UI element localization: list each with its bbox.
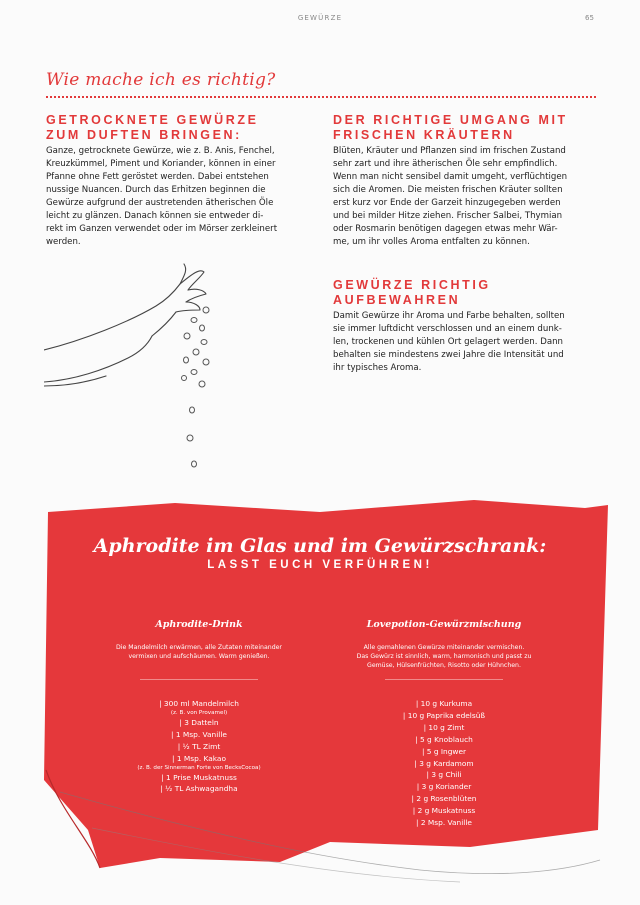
heading-line: ZUM DUFTEN BRINGEN: xyxy=(46,128,242,142)
desc-line: Das Gewürz ist sinnlich, warm, harmonisch und passt zu xyxy=(356,653,532,660)
recipe-title-lovepotion: Lovepotion-Gewürzmischung xyxy=(366,619,522,630)
text-line: sich die Aromen. Die meisten frischen Kräuter sollten xyxy=(333,185,563,195)
recipe-divider xyxy=(385,679,503,680)
heading-line: GEWÜRZE RICHTIG xyxy=(333,278,491,292)
recipe-description xyxy=(84,643,314,661)
ingredient-item: | 3 Datteln xyxy=(179,717,219,727)
text-line: Pfanne ohne Fett geröstet werden. Dabei entstehen xyxy=(46,172,269,182)
running-header: GEWÜRZE xyxy=(297,14,343,22)
heading-line: FRISCHEN KRÄUTERN xyxy=(333,128,515,142)
ingredient-item: | 5 g Ingwer xyxy=(421,746,467,756)
text-line: Damit Gewürze ihr Aroma und Farbe behalten, sollten xyxy=(333,311,565,321)
banner-title: Aphrodite im Glas und im Gewürzschrank: xyxy=(93,535,547,557)
ingredient-item xyxy=(84,698,314,717)
recipe-title-aphrodite-drink: Aphrodite-Drink xyxy=(155,619,243,630)
desc-line: Gemüse, Hülsenfrüchten, Risotto oder Hühnchen. xyxy=(367,662,521,669)
text-line: Kreuzkümmel, Piment und Koriander, können in einer xyxy=(46,159,276,169)
text-line: len, trockenen und kühlen Ort gelagert werden. Dann xyxy=(333,337,563,347)
text-line: sie immer luftdicht verschlossen und an einem dunk- xyxy=(333,324,562,334)
text-line: Blüten, Kräuter und Pflanzen sind im frischen Zustand xyxy=(333,146,566,156)
recipe-description xyxy=(324,643,564,670)
ingredient-list xyxy=(84,698,314,795)
text-line: rekt im Ganzen verwendet oder im Mörser zerkleinert xyxy=(46,224,278,234)
recipe-divider xyxy=(140,679,258,680)
banner-subtitle: LASST EUCH VERFÜHREN! xyxy=(207,559,433,571)
ingredient-note: (z. B. der Sinnerman Forte von BecksCocoa) xyxy=(137,764,261,771)
desc-line: Alle gemahlenen Gewürze miteinander vermischen. xyxy=(363,644,525,651)
ingredient-item: | 3 g Kardamom xyxy=(414,758,474,768)
text-line: werden. xyxy=(46,237,81,247)
ingredient-note: (z. B. von Provamel) xyxy=(170,709,228,716)
desc-line: Die Mandelmilch erwärmen, alle Zutaten miteinander xyxy=(116,644,282,651)
ingredient-text: | 1 Msp. Kakao xyxy=(172,753,226,763)
ingredient-item: | ½ TL Ashwagandha xyxy=(160,784,238,794)
heading-line: AUFBEWAHREN xyxy=(333,293,461,307)
ingredient-list xyxy=(324,698,564,829)
ingredient-item: | 1 Prise Muskatnuss xyxy=(161,772,237,782)
text-line: Ganze, getrocknete Gewürze, wie z. B. Anis, Fenchel, xyxy=(46,146,275,156)
ingredient-item: | 2 g Rosenblüten xyxy=(411,794,477,804)
ingredient-item: | 2 Msp. Vanille xyxy=(416,818,472,828)
ingredient-item: | ½ TL Zimt xyxy=(177,741,221,751)
text-line: und bei milder Hitze ziehen. Frischer Salbei, Thymian xyxy=(333,211,563,221)
ingredient-item: | 10 g Kurkuma xyxy=(415,699,473,708)
text-line: erst kurz vor Ende der Garzeit hinzugegeben werden xyxy=(333,198,561,208)
text-line: ihr typisches Aroma. xyxy=(333,363,422,373)
ingredient-item: | 2 g Muskatnuss xyxy=(412,806,476,816)
desc-line: vermixen und aufschäumen. Warm genießen. xyxy=(128,653,270,660)
text-line: nussige Nuancen. Durch das Erhitzen beginnen die xyxy=(46,185,266,195)
section-title: Wie mache ich es richtig? xyxy=(46,70,276,90)
ingredient-item: | 3 g Koriander xyxy=(416,782,472,792)
text-line: Wenn man nicht sensibel damit umgeht, verflüchtigen xyxy=(333,172,568,182)
text-line: sehr zart und ihre ätherischen Öle sehr empfindlich. xyxy=(333,159,558,169)
ingredient-item: | 10 g Paprika edelsüß xyxy=(402,710,486,720)
ingredient-text: | 300 ml Mandelmilch xyxy=(159,699,239,708)
text-line: leicht zu glänzen. Danach können sie entweder di- xyxy=(46,211,264,221)
page-number: 65 xyxy=(585,14,594,22)
text-line: me, um ihr volles Aroma entfalten zu können. xyxy=(333,237,530,247)
text-line: oder Rosmarin benötigen dagegen etwas mehr Wär- xyxy=(333,224,558,234)
text-line: Gewürze aufgrund der austretenden ätherischen Öle xyxy=(46,198,274,208)
heading-line: GETROCKNETE GEWÜRZE xyxy=(46,113,259,127)
text-line: behalten sie mindestens zwei Jahre die Intensität und xyxy=(333,350,564,360)
ingredient-item xyxy=(84,753,314,772)
ingredient-item: | 5 g Knoblauch xyxy=(415,734,473,744)
heading-line: DER RICHTIGE UMGANG MIT xyxy=(333,113,568,127)
ingredient-item: | 1 Msp. Vanille xyxy=(171,729,227,739)
ingredient-item: | 10 g Zimt xyxy=(423,722,465,732)
ingredient-item: | 3 g Chili xyxy=(426,770,462,780)
